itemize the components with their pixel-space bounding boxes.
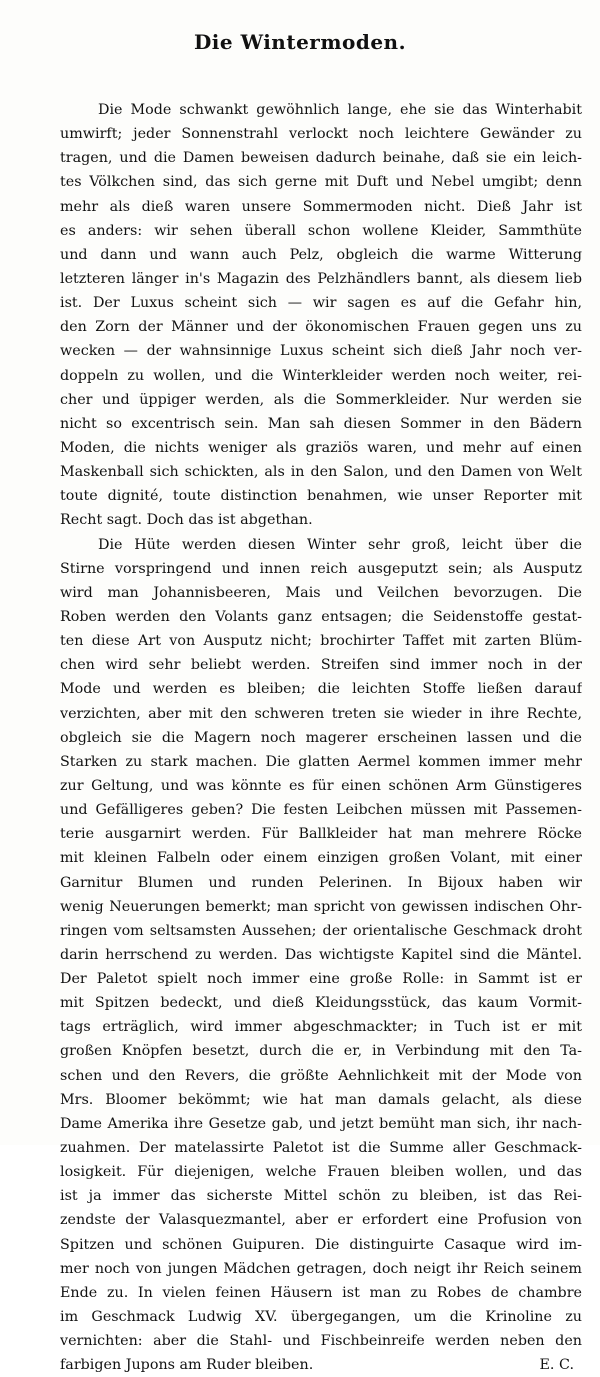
text-line: Starken zu stark machen. Die glatten Aermel kommen immer mehr — [60, 753, 582, 770]
text-line: den Zorn der Männer und der ökonomischen Frauen gegen uns zu — [60, 319, 582, 336]
text-line: zuahmen. Der matelassirte Paletot ist die Summe aller Geschmack- — [60, 1140, 582, 1157]
text-line: mehr als dieß waren unsere Sommermoden nicht. Dieß Jahr ist — [60, 198, 582, 215]
text-line: Maskenball sich schickten, als in den Salon, und den Damen von Welt — [60, 464, 582, 481]
text-line: großen Knöpfen besetzt, durch die er, in Verbindung mit den Ta- — [60, 1043, 582, 1060]
text-line: verzichten, aber mit den schweren treten sie wieder in ihre Rechte, — [60, 705, 582, 722]
text-line: terie ausgarnirt werden. Für Ballkleider hat man mehrere Röcke — [60, 826, 582, 843]
text-line: Der Paletot spielt noch immer eine große Rolle: in Sammt ist er — [60, 971, 582, 988]
text-line: vernichten: aber die Stahl- und Fischbeinreife werden neben den — [60, 1333, 582, 1350]
text-line: und Gefälligeres geben? Die festen Leibchen müssen mit Passemen- — [60, 802, 582, 819]
text-line: Die Hüte werden diesen Winter sehr groß, leicht über die — [98, 536, 582, 553]
text-line: schen und den Revers, die größte Aehnlichkeit mit der Mode von — [60, 1067, 582, 1084]
text-line: losigkeit. Für diejenigen, welche Frauen bleiben wollen, und das — [60, 1164, 582, 1181]
text-line-content: farbigen Jupons am Ruder bleiben. — [60, 1357, 314, 1374]
text-line: wird man Johannisbeeren, Mais und Veilchen bevorzugen. Die — [60, 584, 582, 601]
text-line: tes Völkchen sind, das sich gerne mit Duft und Nebel umgibt; denn — [60, 174, 582, 191]
text-line: ist. Der Luxus scheint sich — wir sagen es auf die Gefahr hin, — [60, 295, 582, 312]
author-signature: E. C. — [539, 1357, 574, 1374]
text-line: ringen vom seltsamsten Aussehen; der orientalische Geschmack droht — [60, 922, 582, 939]
paragraph — [60, 533, 582, 1377]
text-line: Dame Amerika ihre Gesetze gab, und jetzt bemüht man sich, ihr nach- — [60, 1115, 582, 1132]
text-line: Ende zu. In vielen feinen Häusern ist man zu Robes de chambre — [60, 1284, 582, 1301]
text-line: letzteren länger in's Magazin des Pelzhändlers bannt, als diesem lieb — [60, 270, 582, 287]
text-line: zur Geltung, und was könnte es für einen schönen Arm Günstigeres — [60, 777, 582, 794]
text-line: Recht sagt. Doch das ist abgethan. — [60, 512, 313, 529]
text-line: wecken — der wahnsinnige Luxus scheint sich dieß Jahr noch ver- — [60, 343, 582, 360]
text-line: cher und üppiger werden, als die Sommerkleider. Nur werden sie — [60, 391, 582, 408]
text-line: wenig Neuerungen bemerkt; man spricht von gewissen indischen Ohr- — [60, 898, 582, 915]
text-line: Garnitur Blumen und runden Pelerinen. In Bijoux haben wir — [60, 874, 582, 891]
text-line: darin herrschend zu werden. Das wichtigste Kapitel sind die Mäntel. — [60, 946, 582, 963]
text-line: und dann und wann auch Pelz, obgleich die warme Witterung — [60, 246, 582, 263]
text-line: Roben werden den Volants ganz entsagen; die Seidenstoffe gestat- — [60, 608, 582, 625]
text-line: ist ja immer das sicherste Mittel schön zu bleiben, ist das Rei- — [60, 1188, 582, 1205]
text-line: Mode und werden es bleiben; die leichten Stoffe ließen darauf — [60, 681, 582, 698]
text-line: es anders: wir sehen überall schon wollene Kleider, Sammthüte — [60, 222, 582, 239]
text-line: doppeln zu wollen, und die Winterkleider werden noch weiter, rei- — [60, 367, 582, 384]
text-line: chen wird sehr beliebt werden. Streifen sind immer noch in der — [60, 657, 582, 674]
text-line — [60, 1353, 582, 1377]
text-line: ten diese Art von Ausputz nicht; brochirter Taffet mit zarten Blüm- — [60, 633, 582, 650]
text-line: mit Spitzen bedeckt, und dieß Kleidungsstück, das kaum Vormit- — [60, 995, 582, 1012]
text-line: nicht so excentrisch sein. Man sah diesen Sommer in den Bädern — [60, 415, 582, 432]
text-line: toute dignité, toute distinction benahmen, wie unser Reporter mit — [60, 488, 582, 505]
text-line: Spitzen und schönen Guipuren. Die distinguirte Casaque wird im- — [60, 1236, 582, 1253]
text-line: Moden, die nichts weniger als graziös waren, und mehr auf einen — [60, 439, 582, 456]
text-line: tragen, und die Damen beweisen dadurch beinahe, daß sie ein leich- — [60, 150, 582, 167]
text-line: Die Mode schwankt gewöhnlich lange, ehe sie das Winterhabit — [98, 102, 582, 118]
text-line: mer noch von jungen Mädchen getragen, doch neigt ihr Reich seinem — [60, 1260, 582, 1277]
text-line: umwirft; jeder Sonnenstrahl verlockt noch leichtere Gewänder zu — [60, 126, 582, 143]
text-line: zendste der Valasquezmantel, aber er erfordert eine Profusion von — [60, 1212, 582, 1229]
article-title: Die Wintermoden. — [193, 30, 407, 54]
article-body — [60, 98, 582, 1377]
text-line: Stirne vorspringend und innen reich ausgeputzt sein; als Ausputz — [60, 560, 582, 577]
text-line: Mrs. Bloomer bekömmt; wie hat man damals gelacht, als diese — [60, 1091, 582, 1108]
text-line: mit kleinen Falbeln oder einem einzigen großen Volant, mit einer — [60, 850, 582, 867]
text-line: im Geschmack Ludwig XV. übergegangen, um die Krinoline zu — [60, 1309, 582, 1326]
text-line: tags erträglich, wird immer abgeschmackter; in Tuch ist er mit — [60, 1019, 582, 1036]
paragraph — [60, 98, 582, 533]
text-line: obgleich sie die Magern noch magerer erscheinen lassen und die — [60, 729, 582, 746]
